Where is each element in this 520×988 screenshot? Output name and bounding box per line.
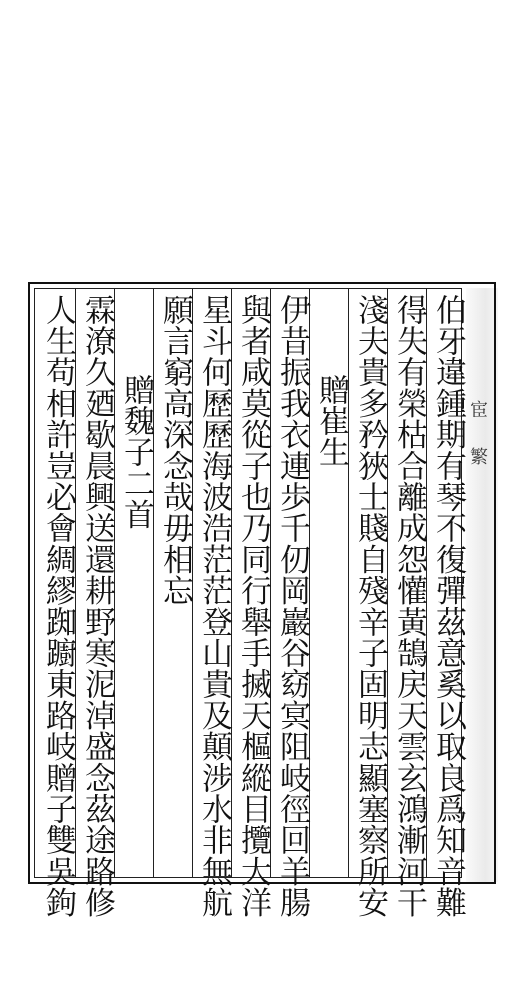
text-column: 人生苟相許豈必會綢繆踟躕東路岐贈子雙吳鉤 [40, 294, 76, 918]
text-column: 星斗何歷歷海波浩茫茫登山貴及顛涉水非無航 [196, 294, 232, 918]
margin-title: 宦 繁 [467, 400, 488, 469]
text-column: 淺夫貴多矜狹士賤自殘辛子固明志顯塞察所安 [352, 294, 388, 918]
poem-title: 贈魏子二首 [118, 374, 154, 530]
text-column: 霖潦久廼歇晨興送還耕野寒泥淖盛念茲途路修 [79, 294, 115, 918]
text-column: 得失有榮枯合離成怨懽黃鵠戻天雲玄鴻漸河干 [391, 294, 427, 918]
text-column: 伯牙違鍾期有琴不復彈茲意奚以取良爲知音難 [430, 294, 466, 918]
text-column: 伊昔振我衣連歩千仞岡巖谷窈㝠阻岐徑回羊腸 [274, 294, 310, 918]
text-column: 與者咸莫從子也乃同行舉手搣天樞縱目攬大洋 [235, 294, 271, 918]
text-column: 願言窮高深念哉毋相忘 [157, 294, 193, 606]
poem-title: 贈崔生 [313, 374, 349, 468]
